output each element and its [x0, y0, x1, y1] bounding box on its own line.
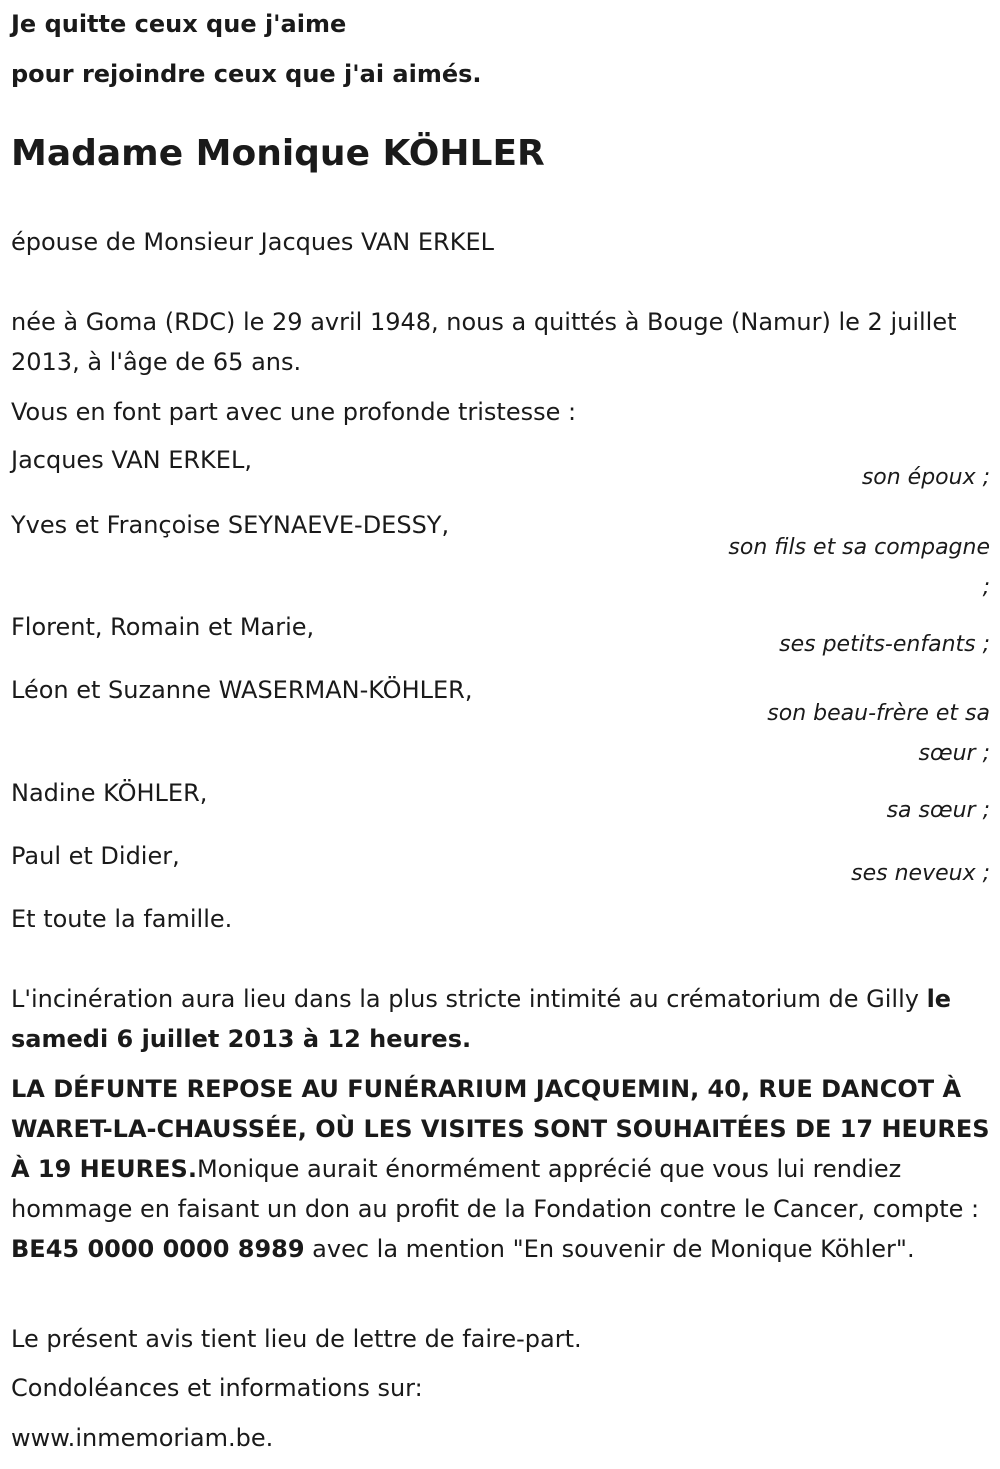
- family-member-relation: ses neveux ;: [851, 861, 990, 886]
- family-closing: Et toute la famille.: [11, 905, 233, 933]
- website-link[interactable]: www.inmemoriam.be.: [11, 1424, 274, 1452]
- condolences-label: Condoléances et informations sur:: [11, 1374, 423, 1402]
- family-member-relation: son beau-frère et sa sœur ;: [767, 701, 990, 766]
- family-member-name: Paul et Didier,: [11, 842, 180, 870]
- family-member-name: Yves et Françoise SEYNAEVE-DESSY,: [11, 511, 450, 539]
- repose-paragraph: [11, 1069, 991, 1269]
- donation-account: BE45 0000 0000 8989: [11, 1235, 305, 1263]
- cremation-text: L'incinération aura lieu dans la plus stricte intimité au crématorium de Gilly: [11, 985, 927, 1013]
- family-member-name: Jacques VAN ERKEL,: [11, 446, 252, 474]
- deceased-name: Madame Monique KÖHLER: [11, 133, 545, 174]
- family-member-name: Léon et Suzanne WASERMAN-KÖHLER,: [11, 676, 473, 704]
- repose-details: LA DÉFUNTE REPOSE AU FUNÉRARIUM JACQUEMIN, 40, RUE DANCOT À WARET-LA-CHAUSSÉE, OÙ LES VISITES SONT SOUHAITÉES DE 17 HEURES À 19 HEURES.: [11, 1075, 990, 1183]
- announcement-intro: Vous en font part avec une profonde tristesse :: [11, 398, 577, 426]
- family-member-relation: son époux ;: [861, 465, 990, 490]
- epigraph-line-2: pour rejoindre ceux que j'ai aimés.: [11, 60, 482, 88]
- family-member-name: Nadine KÖHLER,: [11, 779, 208, 807]
- family-member-relation: son fils et sa compagne ;: [728, 535, 990, 600]
- epigraph-line-1: Je quitte ceux que j'aime: [11, 10, 347, 38]
- faire-part-notice: Le présent avis tient lieu de lettre de faire-part.: [11, 1325, 582, 1353]
- family-member-relation: ses petits-enfants ;: [779, 632, 990, 657]
- spouse-line: épouse de Monsieur Jacques VAN ERKEL: [11, 228, 494, 256]
- cremation-paragraph: [11, 979, 991, 1059]
- donation-mention: avec la mention "En souvenir de Monique Köhler".: [304, 1235, 915, 1263]
- family-member-relation: sa sœur ;: [886, 798, 990, 823]
- cremation-date: le samedi 6 juillet 2013 à 12 heures.: [11, 985, 952, 1053]
- birth-death-details: née à Goma (RDC) le 29 avril 1948, nous a quittés à Bouge (Namur) le 2 juillet 2013, à l'âge de 65 ans.: [11, 308, 957, 376]
- family-member-name: Florent, Romain et Marie,: [11, 613, 315, 641]
- donation-text: Monique aurait énormément apprécié que vous lui rendiez hommage en faisant un don au profit de la Fondation contre le Cancer, compte :: [11, 1155, 980, 1223]
